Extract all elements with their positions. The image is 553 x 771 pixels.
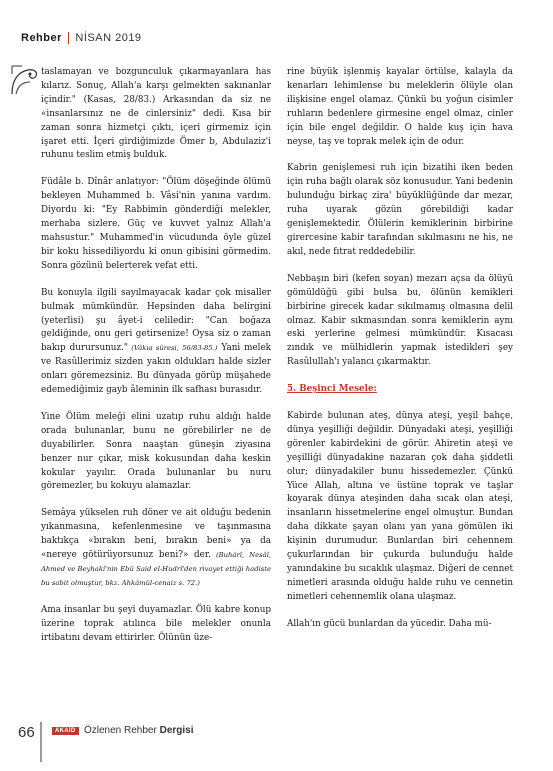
paragraph-text: Bu konuyla ilgili sayılmayacak kadar çok misaller bulmak mümkündür. Hepsinden daha belirgini (yeterlisi) şu âyet-i celiledir: "Can boğaza geldiğinde, onu geri getirsenize! Oysa siz o zaman bakıp durursunuz." — [41, 287, 271, 354]
ornament-icon — [8, 60, 42, 100]
paragraph — [41, 287, 271, 398]
paragraph: Ama insanlar bu şeyi duyamazlar. Ölü kabre konup üzerine toprak atılınca bile melekler onunla irtibatını devam ettirirler. Ölünün üze- — [41, 604, 271, 643]
paragraph-text: Yani melek ve Rasûllerimiz sizden yakın oldukları halde sizler onları göremezsiniz. Bu dünyada görüp müşahede edemediğimiz gayb âleminin ilk safhası burasıdır. — [41, 343, 271, 396]
paragraph — [41, 507, 271, 590]
page-footer — [0, 722, 553, 746]
section-title: 5. Beşinci Mesele: — [287, 384, 377, 395]
paragraph: Kabirde bulunan ateş, dünya ateşi, yeşil bahçe, dünya yeşilliği değildir. Dünyadaki ateşi, yeşilliği görenler kabirdekini de görür. Ahiretin ateşi ve yeşilliği dünyadakine nazaran çok daha şiddetli olur; dünyadakiler bunu hissedemezler. Çünkü Yüce Allah, altına ve üstüne toprak ve taşlar koyarak dünya ateşinden daha sıcak olan ateşi, insanların hissetmelerine engel olmuştur. Bundan daha dikkate şayan olanı yan yana gömülen iki kişinin durumudur. Bunlardan biri cehennem çukurlarından bir çukurda bulunduğu halde yanındakine bu sıcaklık ulaşmaz. Diğeri de cennet nimetleri arasında olduğu halde ruhu ve cennetin nimetleri cehennemlik olana ulaşmaz. — [287, 411, 513, 602]
citation: (Buhârî, Nesâî, Ahmed ve Beyhakî'nin Ebû Said el-Hudrî'den rivayet ettiği hadiste bu sabit olmuştur, bkz. Ahkâmül-cenaiz s. 72.) — [41, 551, 272, 587]
paragraph: Allah'ın gücü bunlardan da yücedir. Daha mü- — [287, 618, 492, 629]
citation: (Vâkıa sûresi, 56/83-85.) — [127, 344, 218, 353]
paragraph: taslamayan ve bozgunculuk çıkarmayanlara has kılarız. Sonuç, Allah'a karşı gelmekten sakınanlar içindir." (Kasas, 28/83.) Arkasından da siz ne «insanlarsınız ne de cinlersiniz" dedi. Kısa bir zaman sonra hizmetçi çıktı, içeri girmemiz için işaret etti. İçeri girdiğimizde Ömer b, Abdulaziz'i ruhunu teslim etmiş bulduk. — [41, 67, 271, 161]
left-text-column — [41, 66, 271, 659]
paragraph: Yine Ölüm meleği elini uzatıp ruhu aldığı halde orada bulunanlar, bunu ne görebilirler ne de duyabilirler. Sonra naaştan güneşin ziyasına benzer nur çıkar, misk kokusundan daha keskin kokular yayılır. Orada bulunanlar bu nuru göremezler, bu kokuyu alamazlar. — [41, 411, 271, 492]
paragraph: Kabrin genişlemesi ruh için bizatihi iken beden için ruha bağlı olarak söz konusudur. Yani bedenin bulunduğu birkaç zira' büyüklüğünde dar mezar, ruha uyarak gözün görebildiği kadar genişlemektedir. Ölülerin kemiklerinin birbirine girercesine kabir tarafından sıkılmasını ne his, ne akıl, nede fıtrat reddedebilir. — [287, 163, 513, 257]
page-number: 66 — [18, 724, 35, 741]
section-badge: AKAİD — [52, 727, 79, 735]
section-heading — [287, 383, 513, 397]
header-divider — [68, 32, 70, 44]
magazine-name — [84, 725, 194, 736]
page-header — [21, 30, 142, 46]
paragraph-text: Semâya yükselen ruh döner ve ait olduğu bedenin yıkanmasına, kefenlenmesine ve taşınmasına baktıkça «bırakın beni, bırakın beni» ya da «nereye götürüyorsunuz beni?» der. — [41, 508, 271, 561]
paragraph: rine büyük işlenmiş kayalar örtülse, kalayla da kenarları lehimlense bu meleklerin ölüyle olan ilişkisine engel olamaz. Çünkü bu yoğun cisimler ruhların bedenlere girmesine engel olmaz, cinler için bile engel değildir. O halde kuş için hava neyse, taş ve toprak melek için de odur. — [287, 67, 513, 147]
magazine-name-prefix: Özlenen Rehber — [84, 725, 157, 736]
magazine-name-bold: Dergisi — [159, 725, 194, 736]
paragraph: Nebbaşın biri (kefen soyan) mezarı açsa da ölüyü gömüldüğü gibi bulsa bu, ölünün kemikleri birbirine girecek kadar sıkılmamış olmasına delil olmaz. Kabir sıkmasından sonra kemiklerin aynı eski yerlerine gelmesi mümkündür. Kısacası zındık ve mülhidlerin yapmak istedikleri şey Rasûlullah'ı yalancı çıkarmaktır. — [287, 273, 513, 368]
footer-divider — [40, 722, 42, 762]
right-text-column — [287, 66, 513, 645]
magazine-logo: Rehber — [21, 32, 62, 44]
paragraph: Füdâle b. Dînâr anlatıyor: "Ölüm döşeğinde ölümü bekleyen Muhammed b. Vâsi'nin yanına vardım. Diyordu ki: "Ey Rabbimin gönderdiği melekler, merhaba sizlere. Güç ve kuvvet yalnız Allah'a mahsustur." Muhammed'in vücudunda öyle güzel bir koku hissediliyordu ki onun gibisini görmedim. Sonra gözünü belerterek vefat etti. — [41, 177, 271, 271]
issue-date: NİSAN 2019 — [75, 32, 142, 44]
